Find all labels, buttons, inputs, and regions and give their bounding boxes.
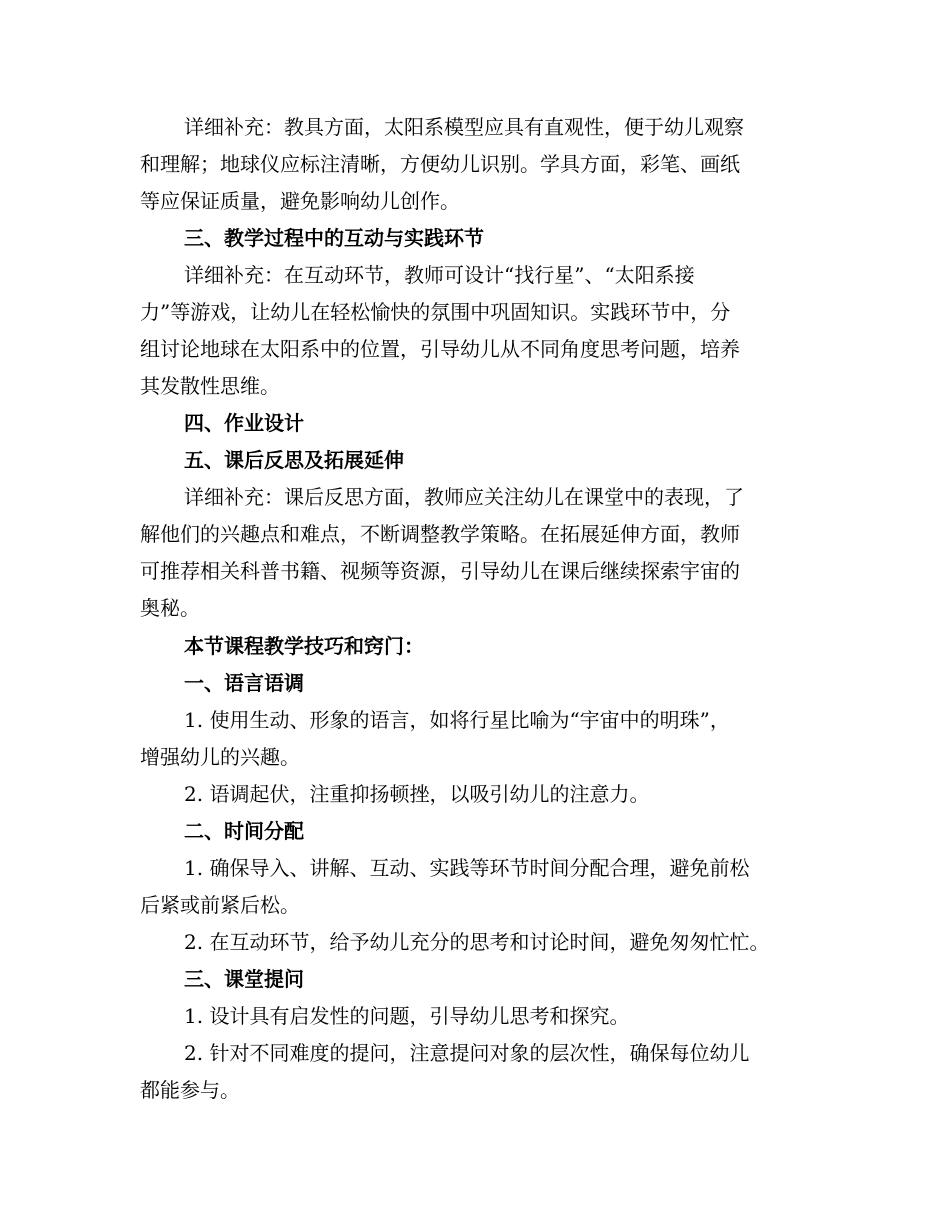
paragraph-line: 详细补充：教具方面，太阳系模型应具有直观性，便于幼儿观察 bbox=[184, 115, 744, 139]
list-item-line: 增强幼儿的兴趣。 bbox=[140, 745, 300, 769]
paragraph-line: 解他们的兴趣点和难点，不断调整教学策略。在拓展延伸方面，教师 bbox=[140, 522, 740, 546]
paragraph-line: 等应保证质量，避免影响幼儿创作。 bbox=[140, 189, 460, 213]
paragraph-line: 其发散性思维。 bbox=[140, 374, 280, 398]
list-item-line: 1. 确保导入、讲解、互动、实践等环节时间分配合理，避免前松 bbox=[184, 856, 750, 880]
paragraph-line: 组讨论地球在太阳系中的位置，引导幼儿从不同角度思考问题，培养 bbox=[140, 337, 740, 361]
tips-heading: 本节课程教学技巧和窍门： bbox=[184, 634, 424, 658]
list-item-line: 1. 使用生动、形象的语言，如将行星比喻为“宇宙中的明珠”， bbox=[184, 708, 730, 732]
list-item-line: 1. 设计具有启发性的问题，引导幼儿思考和探究。 bbox=[184, 1004, 630, 1028]
section-heading: 三、教学过程中的互动与实践环节 bbox=[184, 226, 484, 250]
section-heading: 四、作业设计 bbox=[184, 411, 304, 435]
paragraph-line: 详细补充：在互动环节，教师可设计“找行星”、“太阳系接 bbox=[184, 263, 695, 287]
list-item-line: 2. 语调起伏，注重抑扬顿挫，以吸引幼儿的注意力。 bbox=[184, 782, 650, 806]
paragraph-line: 和理解；地球仪应标注清晰，方便幼儿识别。学具方面，彩笔、画纸 bbox=[140, 152, 740, 176]
section-heading: 五、课后反思及拓展延伸 bbox=[184, 448, 404, 472]
section-heading: 一、语言语调 bbox=[184, 671, 304, 695]
paragraph-line: 详细补充：课后反思方面，教师应关注幼儿在课堂中的表现，了 bbox=[184, 485, 744, 509]
list-item-line: 2. 在互动环节，给予幼儿充分的思考和讨论时间，避免匆匆忙忙。 bbox=[184, 930, 770, 954]
section-heading: 三、课堂提问 bbox=[184, 967, 304, 991]
paragraph-line: 力”等游戏，让幼儿在轻松愉快的氛围中巩固知识。实践环节中，分 bbox=[140, 300, 731, 324]
section-heading: 二、时间分配 bbox=[184, 819, 304, 843]
list-item-line: 2. 针对不同难度的提问，注意提问对象的层次性，确保每位幼儿 bbox=[184, 1041, 750, 1065]
list-item-line: 后紧或前紧后松。 bbox=[140, 893, 300, 917]
paragraph-line: 奥秘。 bbox=[140, 596, 200, 620]
paragraph-line: 可推荐相关科普书籍、视频等资源，引导幼儿在课后继续探索宇宙的 bbox=[140, 559, 740, 583]
list-item-line: 都能参与。 bbox=[140, 1078, 240, 1102]
